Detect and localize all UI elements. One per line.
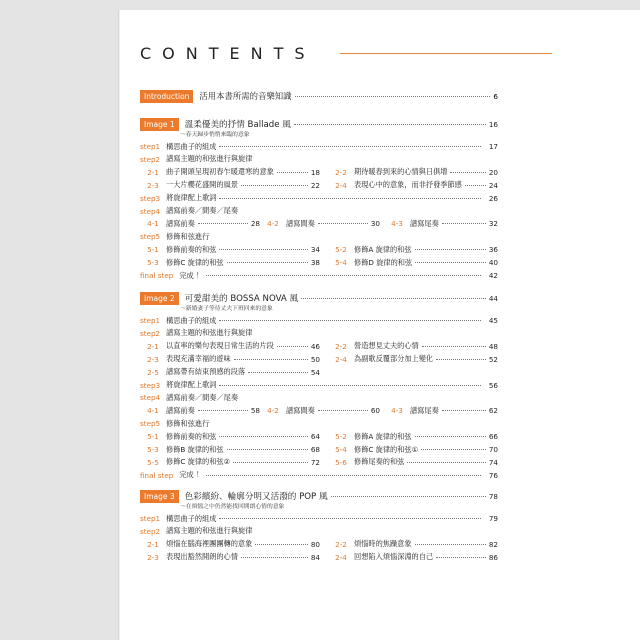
leader-dots	[233, 462, 308, 463]
toc-entry[interactable]	[260, 218, 380, 229]
leader-dots	[318, 223, 368, 224]
toc-entry[interactable]	[328, 167, 498, 178]
step-text: 譜寫前奏／間奏／尾奏	[166, 392, 239, 402]
entry-title: 回想陷入煩惱深淵的自己	[354, 552, 434, 562]
section-title: 可愛甜美的 BOSSA NOVA 風	[184, 294, 299, 304]
step-label: step4	[140, 393, 161, 403]
entry-page: 30	[370, 219, 380, 229]
leader-dots	[219, 518, 481, 519]
toc-step[interactable]	[140, 193, 498, 204]
entry-page: 40	[488, 258, 498, 268]
entry-number: 5-3	[147, 445, 159, 454]
entry-number: 2-3	[147, 180, 159, 190]
section-badge: Image 1	[140, 118, 179, 131]
leader-dots	[421, 449, 486, 450]
entry-page: 66	[488, 432, 498, 442]
leader-dots	[277, 172, 308, 173]
entry-number: 2-4	[335, 552, 347, 562]
entry-page: 38	[310, 258, 320, 268]
entry-title: 修飾A 旋律的和弦	[354, 431, 412, 441]
entry-page: 32	[488, 219, 498, 229]
step-label: step4	[140, 206, 161, 216]
entry-title: 煩惱在腦海裡團團轉的意象	[166, 539, 253, 549]
entry-page: 48	[488, 341, 498, 351]
step-label: step5	[140, 232, 161, 242]
step-label: final step	[140, 470, 174, 480]
entry-title: 一大片櫻花盛開的風景	[166, 180, 238, 190]
entry-title: 表現心中的意象，而非抒發季節感	[354, 180, 462, 190]
step-page: 56	[488, 380, 498, 390]
step-label: step5	[140, 419, 161, 429]
entry-number: 5-5	[147, 457, 159, 467]
step-text: 修飾和弦進行	[166, 418, 210, 428]
entry-title: 營造想見丈夫的心情	[354, 341, 419, 351]
entry-page: 54	[310, 367, 320, 377]
entry-number: 4-1	[147, 219, 159, 229]
toc-entry[interactable]	[140, 167, 320, 178]
entry-page: 36	[488, 245, 498, 255]
entry-page: 74	[488, 457, 498, 467]
entry-number: 4-1	[147, 406, 159, 416]
leader-dots	[277, 346, 308, 347]
step-page: 42	[488, 271, 498, 280]
entry-title: 譜寫尾奏	[410, 405, 439, 415]
leader-dots	[227, 449, 308, 450]
leader-dots	[227, 262, 308, 263]
entry-number: 2-4	[335, 354, 347, 364]
entry-number: 2-4	[335, 180, 347, 190]
leader-dots	[248, 372, 308, 373]
entry-page: 52	[488, 354, 498, 364]
toc-step[interactable]	[140, 270, 498, 281]
leader-dots	[294, 124, 486, 125]
section-subtitle: 〜春天歸步悄悄來臨的意象	[180, 132, 250, 138]
step-label: step3	[140, 380, 161, 390]
entry-title: 修飾C 旋律的和弦①	[354, 444, 419, 454]
intro-entry[interactable]	[140, 90, 498, 102]
section-title: 溫柔優美的抒情 Ballade 風	[184, 120, 291, 130]
section-subtitle: 〜新婚妻子等待丈夫下班回來的意象	[180, 306, 273, 312]
step-label: step1	[140, 316, 161, 325]
leader-dots	[318, 410, 368, 411]
contents-title: CONTENTS	[140, 44, 316, 63]
step-page: 76	[488, 470, 498, 480]
toc-entry[interactable]	[140, 431, 320, 442]
leader-dots	[219, 320, 481, 321]
entry-title: 表現出豁然開朗的心情	[166, 552, 238, 562]
leader-dots	[219, 385, 481, 386]
entry-title: 譜寫前奏	[166, 405, 195, 415]
entry-number: 4-3	[391, 219, 403, 229]
entry-number: 4-2	[267, 406, 279, 416]
step-page: 17	[488, 142, 498, 151]
toc-entry[interactable]	[140, 444, 320, 455]
leader-dots	[301, 298, 486, 299]
toc-step[interactable]	[140, 328, 498, 339]
step-text: 譜寫主題的和弦進行與旋律	[166, 154, 253, 164]
toc-entry[interactable]	[140, 257, 320, 268]
entry-number: 5-1	[147, 245, 159, 255]
section-page: 44	[488, 293, 498, 303]
leader-dots	[241, 185, 308, 186]
toc-entry[interactable]	[140, 405, 260, 416]
entry-page: 60	[370, 406, 380, 416]
step-text: 譜寫前奏／間奏／尾奏	[166, 206, 239, 215]
toc-entry[interactable]	[328, 354, 498, 365]
section-title: 色彩繽紛、輪廓分明又活潑的 POP 風	[184, 492, 328, 502]
step-label: step1	[140, 514, 161, 523]
toc-entry[interactable]	[328, 457, 498, 468]
entry-page: 28	[250, 219, 260, 229]
step-page: 79	[488, 514, 498, 523]
leader-dots	[255, 544, 308, 545]
toc-step[interactable]	[140, 392, 498, 403]
toc-entry[interactable]	[328, 552, 498, 563]
step-text: 完成 ！	[179, 470, 204, 480]
step-label: step3	[140, 193, 161, 203]
leader-dots	[206, 475, 481, 476]
step-text: 將旋律配上歌詞	[166, 193, 217, 203]
entry-title: 修飾D 旋律的和弦	[354, 257, 413, 267]
toc-entry[interactable]	[328, 431, 498, 442]
toc-step[interactable]	[140, 154, 498, 165]
entry-title: 表現充滿幸福的遊味	[166, 354, 231, 364]
leader-dots	[436, 359, 486, 360]
entry-number: 2-1	[147, 341, 159, 351]
toc-entry[interactable]	[260, 405, 380, 416]
entry-number: 2-1	[147, 539, 159, 549]
leader-dots	[219, 146, 481, 147]
leader-dots	[295, 96, 491, 97]
toc-step[interactable]	[140, 513, 498, 524]
entry-page: 80	[310, 539, 320, 549]
entry-page: 64	[310, 432, 320, 442]
step-label: step1	[140, 142, 161, 151]
entry-page: 18	[310, 167, 320, 177]
section-badge: Image 3	[140, 490, 179, 503]
section-page: 16	[488, 119, 498, 129]
entry-title: 修飾前奏的和弦	[166, 431, 217, 441]
entry-page: 50	[310, 354, 320, 364]
entry-number: 5-2	[335, 245, 347, 255]
entry-title: 修飾C 旋律的和弦	[166, 257, 224, 267]
title-rule	[340, 53, 552, 54]
toc-entry[interactable]	[384, 405, 498, 416]
entry-number: 2-5	[147, 367, 159, 377]
toc-entry[interactable]	[140, 552, 320, 563]
entry-page: 86	[488, 552, 498, 562]
leader-dots	[465, 185, 486, 186]
entry-page: 70	[488, 445, 498, 454]
entry-title: 為副歌反覆部分加上變化	[354, 354, 434, 364]
intro-badge: Introduction	[140, 90, 193, 103]
entry-title: 譜寫間奏	[286, 405, 315, 415]
leader-dots	[407, 462, 486, 463]
step-label: step2	[140, 526, 161, 536]
entry-title: 修飾A 旋律的和弦	[354, 244, 412, 254]
toc-step[interactable]	[140, 526, 498, 537]
leader-dots	[331, 496, 486, 497]
step-text: 譜寫主題的和弦進行與旋律	[166, 526, 253, 536]
toc-entry[interactable]	[328, 341, 498, 352]
toc-step[interactable]	[140, 418, 498, 429]
toc-entry[interactable]	[140, 218, 260, 229]
toc-step[interactable]	[140, 315, 498, 326]
entry-title: 煩惱時的焦躁意象	[354, 539, 412, 549]
toc-step[interactable]	[140, 231, 498, 242]
leader-dots	[450, 172, 485, 173]
step-text: 將旋律配上歌詞	[166, 380, 217, 389]
entry-page: 62	[488, 406, 498, 416]
entry-title: 譜寫前奏	[166, 218, 195, 228]
toc-entry[interactable]	[140, 244, 320, 255]
toc-entry[interactable]	[328, 539, 498, 550]
leader-dots	[219, 198, 481, 199]
entry-number: 2-3	[147, 354, 159, 364]
entry-title: 修飾B 旋律的和弦	[166, 444, 224, 454]
entry-number: 2-1	[147, 167, 159, 177]
entry-title: 譜寫間奏	[286, 218, 315, 228]
toc-entry[interactable]	[140, 457, 320, 468]
step-text: 譜寫主題的和弦進行與旋律	[166, 328, 253, 338]
entry-title: 修飾C 旋律的和弦②	[166, 457, 231, 467]
entry-number: 2-2	[335, 341, 347, 351]
toc-entry[interactable]	[384, 218, 498, 229]
toc-step[interactable]	[140, 380, 498, 391]
leader-dots	[442, 223, 486, 224]
entry-page: 24	[488, 180, 498, 190]
toc-step[interactable]	[140, 141, 498, 152]
entry-number: 5-4	[335, 445, 347, 454]
leader-dots	[241, 557, 308, 558]
step-text: 構思曲子的組成	[166, 141, 217, 151]
intro-title: 活用本書所需的音樂知識	[199, 91, 292, 101]
intro-page: 6	[493, 91, 498, 101]
toc-step[interactable]	[140, 470, 498, 481]
leader-dots	[234, 359, 308, 360]
entry-number: 5-2	[335, 432, 347, 442]
entry-title: 修飾前奏的和弦	[166, 244, 217, 254]
leader-dots	[219, 249, 308, 250]
leader-dots	[415, 436, 486, 437]
toc-entry[interactable]	[140, 539, 320, 550]
entry-number: 4-3	[391, 406, 403, 416]
step-text: 完成 ！	[179, 270, 204, 280]
entry-title: 譜寫帶有結束預感的段落	[166, 367, 246, 377]
entry-number: 5-1	[147, 432, 159, 442]
leader-dots	[436, 557, 486, 558]
entry-title: 曲子開頭呈現初春乍暖還寒的意象	[166, 167, 274, 177]
step-label: final step	[140, 271, 174, 280]
entry-number: 2-2	[335, 167, 347, 177]
section-subtitle: 〜在煩惱之中仍然能找回開朗心情的意象	[180, 504, 285, 510]
step-page: 26	[488, 193, 498, 203]
toc-entry[interactable]	[328, 180, 498, 191]
entry-number: 5-3	[147, 258, 159, 268]
entry-page: 22	[310, 180, 320, 190]
entry-number: 5-6	[335, 457, 347, 467]
step-text: 構思曲子的組成	[166, 315, 217, 325]
section-page: 78	[488, 491, 498, 501]
toc-entry[interactable]	[140, 354, 320, 365]
toc-entry[interactable]	[140, 367, 320, 378]
entry-number: 5-4	[335, 258, 347, 268]
leader-dots	[415, 262, 486, 263]
entry-number: 2-3	[147, 552, 159, 562]
entry-title: 期待暖春到來的心情與日俱增	[354, 167, 448, 177]
entry-title: 譜寫尾奏	[410, 218, 439, 228]
leader-dots	[442, 410, 486, 411]
entry-page: 84	[310, 552, 320, 562]
step-label: step2	[140, 154, 161, 164]
entry-page: 20	[488, 167, 498, 177]
step-page: 45	[488, 316, 498, 325]
entry-page: 34	[310, 245, 320, 255]
section-badge: Image 2	[140, 292, 179, 305]
toc-step[interactable]	[140, 206, 498, 217]
entry-page: 68	[310, 445, 320, 454]
step-text: 修飾和弦進行	[166, 231, 210, 241]
toc-entry[interactable]	[140, 341, 320, 352]
leader-dots	[415, 249, 486, 250]
entry-page: 72	[310, 457, 320, 467]
entry-page: 82	[488, 539, 498, 549]
toc-entry[interactable]	[328, 257, 498, 268]
entry-title: 修飾尾奏的和弦	[354, 457, 405, 467]
entry-number: 4-2	[267, 219, 279, 229]
step-text: 構思曲子的組成	[166, 513, 217, 523]
leader-dots	[219, 436, 308, 437]
leader-dots	[198, 410, 248, 411]
toc-entry[interactable]	[328, 444, 498, 455]
entry-page: 58	[250, 406, 260, 416]
step-label: step2	[140, 328, 161, 338]
leader-dots	[422, 346, 486, 347]
entry-number: 2-2	[335, 539, 347, 549]
leader-dots	[198, 223, 248, 224]
toc-entry[interactable]	[140, 180, 320, 191]
leader-dots	[415, 544, 486, 545]
leader-dots	[206, 275, 481, 276]
entry-title: 以直率的樂句表現日常生活的片段	[166, 341, 274, 351]
toc-entry[interactable]	[328, 244, 498, 255]
entry-page: 46	[310, 341, 320, 351]
